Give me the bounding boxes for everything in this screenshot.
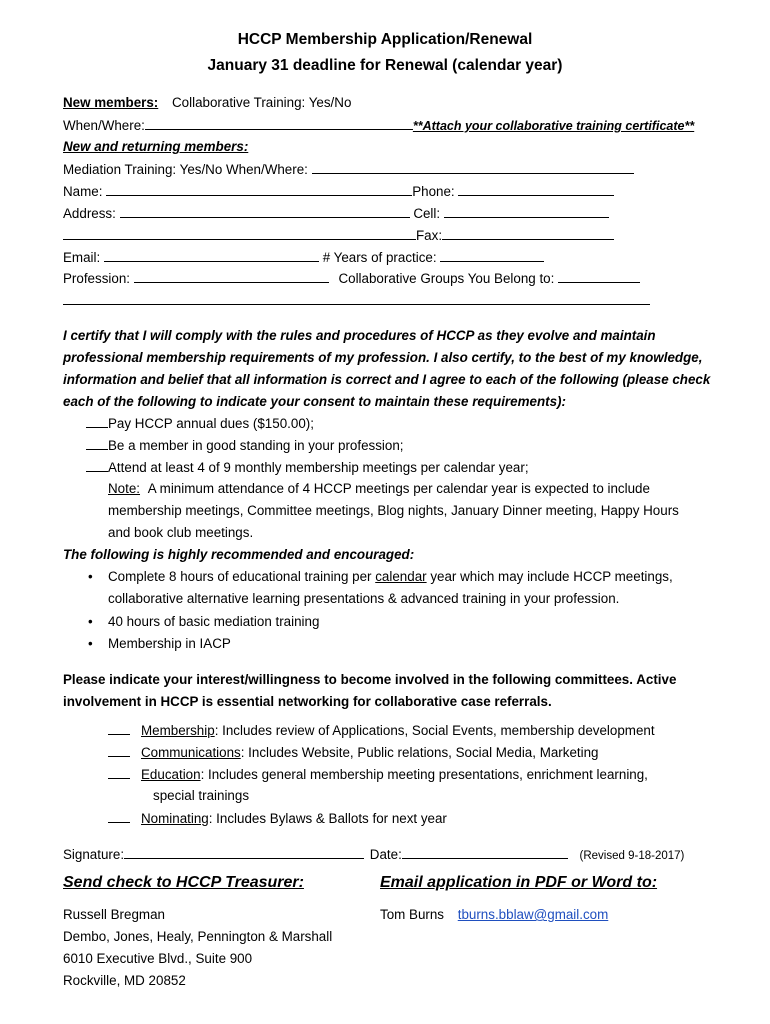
committee-item (108, 810, 447, 826)
committee-checkbox[interactable] (108, 810, 130, 823)
when-where-row (63, 117, 694, 133)
cell-label: Cell: (413, 206, 441, 221)
committee-desc: : Includes Website, Public relations, Social Media, Marketing (240, 745, 599, 760)
years-field[interactable] (440, 249, 544, 262)
fax-field[interactable] (442, 227, 614, 240)
recommended-item-2: 40 hours of basic mediation training (108, 614, 320, 629)
new-members-row (63, 95, 351, 110)
mediation-training-text: Mediation Training: Yes/No When/Where: (63, 162, 308, 177)
email-label: Email: (63, 250, 101, 265)
committee-name: Nominating (141, 811, 209, 826)
requirement-checkbox[interactable] (86, 415, 108, 428)
check-heading: Send check to HCCP Treasurer: (63, 874, 304, 891)
name-label: Name: (63, 184, 103, 199)
bullet-icon: • (88, 569, 93, 584)
committee-checkbox[interactable] (108, 766, 130, 779)
recommended-item-1-word: calendar (375, 569, 427, 584)
date-label: Date: (369, 847, 402, 862)
committee-desc: : Includes Bylaws & Ballots for next year (208, 811, 447, 826)
cell-field[interactable] (444, 205, 609, 218)
name-phone-row (63, 183, 614, 199)
address2-fax-row (63, 227, 614, 243)
new-returning-row (63, 139, 248, 154)
address-field[interactable] (120, 205, 410, 218)
requirement-checkbox[interactable] (86, 437, 108, 450)
new-returning-label: New and returning members: (63, 139, 249, 154)
profession-groups-row (63, 270, 640, 286)
email-field[interactable] (104, 249, 319, 262)
recommended-item-1-post: year which may include HCCP meetings, (426, 569, 673, 584)
committee-item (108, 744, 598, 760)
revised-note: (Revised 9-18-2017) (579, 850, 685, 862)
recommended-heading: The following is highly recommended and encouraged: (63, 547, 415, 562)
signature-label: Signature: (63, 847, 125, 862)
page-title: HCCP Membership Application/Renewal (237, 31, 533, 48)
recommended-item-1-pre: Complete 8 hours of educational training per (108, 569, 376, 584)
treasurer-street: 6010 Executive Blvd., Suite 900 (63, 951, 253, 966)
certify-line-3: information and belief that all information is correct and I agree to each of the following (please check (63, 372, 711, 387)
address-cell-row (63, 205, 609, 221)
recommended-item-1 (108, 569, 673, 584)
email-heading: Email application in PDF or Word to: (380, 874, 658, 891)
committee-name: Education (141, 767, 201, 782)
contact-email-link[interactable]: tburns.bblaw@gmail.com (457, 907, 609, 922)
date-field[interactable] (402, 846, 568, 859)
name-field[interactable] (106, 183, 412, 196)
note-text-1: A minimum attendance of 4 HCCP meetings per calendar year is expected to include (147, 481, 650, 496)
years-label: # Years of practice: (322, 250, 437, 265)
requirement-text: Be a member in good standing in your profession; (108, 438, 404, 453)
requirement-item (86, 437, 404, 453)
committee-education-line2: special trainings (153, 788, 250, 803)
address-line2-field[interactable] (63, 227, 416, 240)
requirement-item (86, 459, 529, 475)
when-where-label: When/Where: (63, 118, 145, 133)
contact-name: Tom Burns (380, 907, 444, 922)
page-subtitle: January 31 deadline for Renewal (calendar year) (207, 57, 563, 74)
mediation-when-where-field[interactable] (312, 161, 634, 174)
recommended-item-3: Membership in IACP (108, 636, 231, 651)
note-label: Note: (108, 481, 141, 496)
requirement-text: Attend at least 4 of 9 monthly membership meetings per calendar year; (108, 460, 529, 475)
committee-item (108, 766, 648, 782)
mediation-row (63, 161, 634, 177)
groups-line2-row (63, 292, 650, 308)
when-where-field[interactable] (145, 117, 413, 130)
groups-line2-field[interactable] (63, 292, 650, 305)
certify-line-2: professional membership requirements of my profession. I also certify, to the best of my knowledge, (63, 350, 703, 365)
committee-checkbox[interactable] (108, 722, 130, 735)
groups-label: Collaborative Groups You Belong to: (338, 271, 555, 286)
requirement-text: Pay HCCP annual dues ($150.00); (108, 416, 314, 431)
committee-checkbox[interactable] (108, 744, 130, 757)
requirement-checkbox[interactable] (86, 459, 108, 472)
treasurer-firm: Dembo, Jones, Healy, Pennington & Marshall (63, 929, 333, 944)
note-row (108, 481, 650, 496)
committee-name: Communications (141, 745, 241, 760)
profession-field[interactable] (134, 270, 329, 283)
phone-field[interactable] (458, 183, 614, 196)
signature-field[interactable] (124, 846, 364, 859)
recommended-item-1-line2: collaborative alternative learning presentations & advanced training in your profession. (108, 591, 620, 606)
contact-row (380, 907, 608, 922)
committees-intro-1: Please indicate your interest/willingness to become involved in the following committees. Active (63, 672, 677, 687)
attach-note: **Attach your collaborative training certificate** (412, 119, 695, 133)
treasurer-name: Russell Bregman (63, 907, 165, 922)
bullet-icon: • (88, 636, 93, 651)
certify-line-4: each of the following to indicate your consent to maintain these requirements): (63, 394, 566, 409)
committee-name: Membership (141, 723, 215, 738)
committee-desc: : Includes review of Applications, Social Events, membership development (214, 723, 655, 738)
bullet-icon: • (88, 614, 93, 629)
email-years-row (63, 249, 544, 265)
profession-label: Profession: (63, 271, 130, 286)
phone-label: Phone: (412, 184, 455, 199)
fax-label: Fax: (416, 228, 443, 243)
note-text-3: and book club meetings. (108, 525, 254, 540)
collab-training-text: Collaborative Training: Yes/No (172, 95, 352, 110)
address-label: Address: (63, 206, 116, 221)
note-text-2: membership meetings, Committee meetings, Blog nights, January Dinner meeting, Happy Hours (108, 503, 679, 518)
new-members-label: New members: (63, 95, 159, 110)
certify-line-1: I certify that I will comply with the rules and procedures of HCCP as they evolve and maintain (63, 328, 656, 343)
requirement-item (86, 415, 314, 431)
committee-item (108, 722, 655, 738)
treasurer-city: Rockville, MD 20852 (63, 973, 186, 988)
committee-desc: : Includes general membership meeting presentations, enrichment learning, (200, 767, 648, 782)
signature-row (63, 846, 684, 862)
committees-intro-2: involvement in HCCP is essential networking for collaborative case referrals. (63, 694, 552, 709)
groups-field[interactable] (558, 270, 640, 283)
